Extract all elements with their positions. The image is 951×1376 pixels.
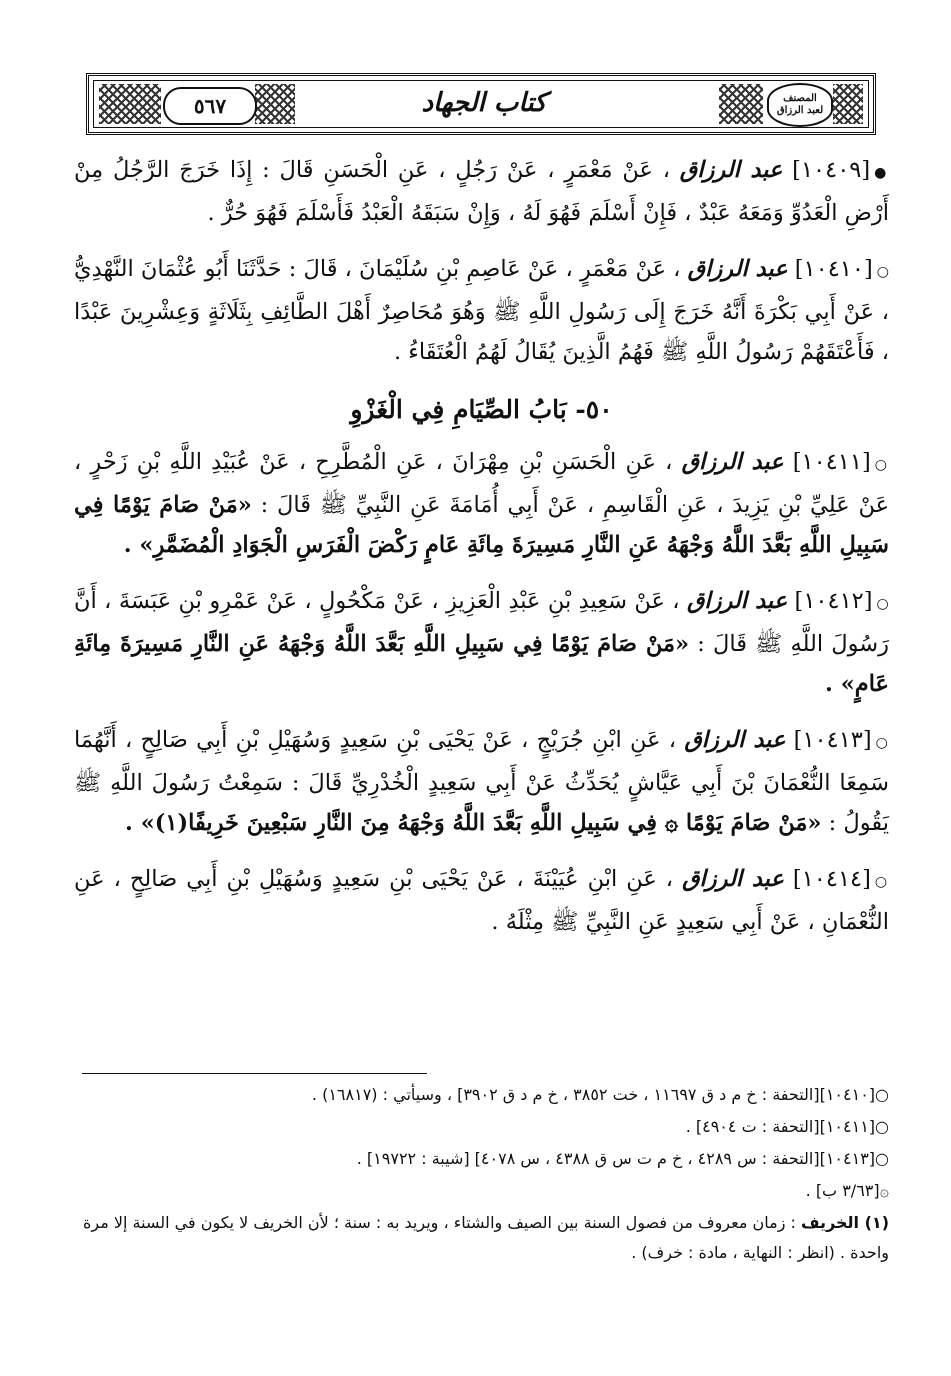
hadith-author: عبد الرزاق [679, 157, 783, 183]
logo-line: المصنف [783, 93, 817, 104]
ornament-pattern [99, 84, 161, 124]
circle-icon: ○ [874, 457, 889, 473]
book-title: كتاب الجهاد [421, 88, 547, 118]
footnote [74, 1112, 889, 1142]
circle-icon: ○ [874, 874, 889, 890]
hadith-text: ، عَنْ سَعِيدِ بْنِ عَبْدِ الْعَزِيزِ ، عَنْ مَكْحُولٍ ، عَنْ عَمْرِو بْنِ عَبَسَةَ ، أَنَّ رَسُولَ اللَّهِ ﷺ قَالَ : [74, 588, 889, 657]
circle-icon: ○ [875, 735, 889, 751]
footnote [74, 1176, 889, 1206]
logo-line: لعبد الرزاق [776, 105, 824, 116]
hadith-10411 [74, 442, 889, 565]
hadith-10409 [74, 150, 889, 233]
hadith-author: عبد الرزاق [681, 449, 784, 475]
hadith-text: ، عَنْ مَعْمَرٍ ، عَنْ رَجُلٍ ، عَنِ الْحَسَنِ قَالَ : إِذَا خَرَجَ الرَّجُلُ مِنْ أَرْضِ الْعَدُوِّ وَمَعَهُ عَبْدٌ ، فَإِنْ أَسْلَمَ فَهُوَ لَهُ ، وَإِنْ سَبَقَهُ الْعَبْدُ فَأَسْلَمَ فَهُوَ حُرٌّ . [74, 157, 889, 226]
hadith-author: عبد الرزاق [687, 256, 788, 282]
hadith-quote: «مَنْ صَامَ يَوْمًا فِي سَبِيلِ اللَّهِ بَعَّدَ اللَّهُ وَجْهَهُ عَنِ النَّارِ مَسِيرَةَ مِائَةِ عَامٍ رَكْضَ الْفَرَسِ الْجَوَادِ الْمُضَمَّرِ» . [74, 492, 889, 558]
hadith-number: [١٠٤١٠] [794, 256, 873, 282]
footnote-text: ۞[٣/٦٣ ب] . [805, 1181, 889, 1200]
hadith-number: [١٠٤١٤] [792, 866, 871, 892]
chapter-title: ٥٠- بَابُ الصِّيَامِ فِي الْغَزْوِ [350, 395, 613, 424]
hadith-10410 [74, 249, 889, 372]
footnote [74, 1080, 889, 1110]
main-text [74, 150, 889, 958]
hadith-quote: «مَنْ صَامَ يَوْمًا ۞ فِي سَبِيلِ اللَّهِ بَعَّدَ اللَّهُ وَجْهَهُ مِنَ النَّارِ سَبْعِينَ خَرِيفًا(١)» . [125, 810, 822, 836]
footnote [74, 1144, 889, 1174]
hadith-10412 [74, 581, 889, 704]
book-logo [767, 83, 833, 127]
footnote [74, 1208, 889, 1268]
circle-icon: ○ [876, 264, 889, 280]
footnote-text: : زمان معروف من فصول السنة بين الصيف والشتاء ، ويريد به : سنة ؛ لأن الخريف لا يكون في السنة إلا مرة واحدة . (انظر : النهاية ، مادة : خرف) . [83, 1213, 889, 1262]
footnote-text: ○[١٠٤١١][التحفة : ت ٤٩٠٤] . [685, 1117, 889, 1136]
footnote-divider [82, 1073, 427, 1074]
hadith-author: عبد الرزاق [686, 588, 788, 614]
footnote-text: ○[١٠٤١٣][التحفة : س ٤٢٨٩ ، خ م ت س ق ٤٣٨٨ ، س ٤٠٧٨] [شيبة : ١٩٧٢٢] . [356, 1149, 889, 1168]
hadith-text: ، عَنِ الْحَسَنِ بْنِ مِهْرَانَ ، عَنِ الْمُطَّرِحِ ، عَنْ عُبَيْدِ اللَّهِ بْنِ زَحْرٍ ، عَنْ عَلِيِّ بْنِ يَزِيدَ ، عَنِ الْقَاسِمِ ، عَنْ أَبِي أُمَامَةَ عَنِ النَّبِيِّ ﷺ قَالَ : [74, 449, 889, 518]
footnote-text: ○[١٠٤١٠][التحفة : خ م د ق ١١٦٩٧ ، خت ٣٨٥٢ ، خ م د ق ٣٩٠٢] ، وسيأتي : (١٦٨١٧) . [311, 1085, 889, 1104]
hadith-text: ، عَنِ ابْنِ عُيَيْنَةَ ، عَنْ يَحْيَى بْنِ سَعِيدٍ وَسُهَيْلِ بْنِ أَبِي صَالِحٍ ، عَنِ النُّعْمَانِ ، عَنْ أَبِي سَعِيدٍ عَنِ النَّبِيِّ ﷺ مِثْلَهُ . [74, 866, 889, 935]
hadith-text: ، عَنْ مَعْمَرٍ ، عَنْ عَاصِمِ بْنِ سُلَيْمَانَ ، قَالَ : حَدَّثَنَا أَبُو عُثْمَانَ النَّهْدِيُّ ، عَنْ أَبِي بَكْرَةَ أَنَّهُ خَرَجَ إِلَى رَسُولِ اللَّهِ ﷺ وَهُوَ مُحَاصِرٌ أَهْلَ الطَّائِفِ بِثَلَاثَةٍ وَعِشْرِينَ عَبْدًا ، فَأَعْتَقَهُمْ رَسُولُ اللَّهِ ﷺ فَهُمُ الَّذِينَ يُقَالُ لَهُمُ الْعُتَقَاءُ . [74, 256, 889, 365]
footnotes [74, 1080, 889, 1270]
page-header [86, 73, 876, 135]
ornament-pattern [833, 84, 863, 124]
ornament-pattern [255, 84, 295, 124]
hadith-number: [١٠٤١٢] [794, 588, 873, 614]
hadith-10414 [74, 859, 889, 942]
page-number: ٥٦٧ [163, 87, 257, 125]
ornament-pattern [719, 84, 763, 124]
hadith-text: ، عَنِ ابْنِ جُرَيْجٍ ، عَنْ يَحْيَى بْنِ سَعِيدٍ وَسُهَيْلِ بْنِ أَبِي صَالِحٍ ، أَنَّهُمَا سَمِعَا النُّعْمَانَ بْنَ أَبِي عَيَّاشٍ يُحَدِّثُ عَنْ أَبِي سَعِيدٍ الْخُدْرِيِّ قَالَ : سَمِعْتُ رَسُولَ اللَّهِ ﷺ يَقُولُ : [74, 727, 889, 836]
hadith-number: [١٠٤١١] [792, 449, 871, 475]
hadith-number: [١٠٤١٣] [793, 727, 872, 753]
bullet-icon: ● [874, 165, 890, 181]
footnote-label: (١) الخريف [801, 1213, 889, 1232]
circle-icon: ○ [876, 596, 889, 612]
hadith-number: [١٠٤٠٩] [792, 157, 871, 183]
hadith-author: عبد الرزاق [684, 727, 786, 753]
hadith-author: عبد الرزاق [682, 866, 784, 892]
hadith-10413 [74, 720, 889, 843]
hadith-quote: «مَنْ صَامَ يَوْمًا فِي سَبِيلِ اللَّهِ بَعَّدَ اللَّهُ وَجْهَهُ عَنِ النَّارِ مَسِيرَةَ مِائَةِ عَامٍ» . [74, 631, 889, 697]
